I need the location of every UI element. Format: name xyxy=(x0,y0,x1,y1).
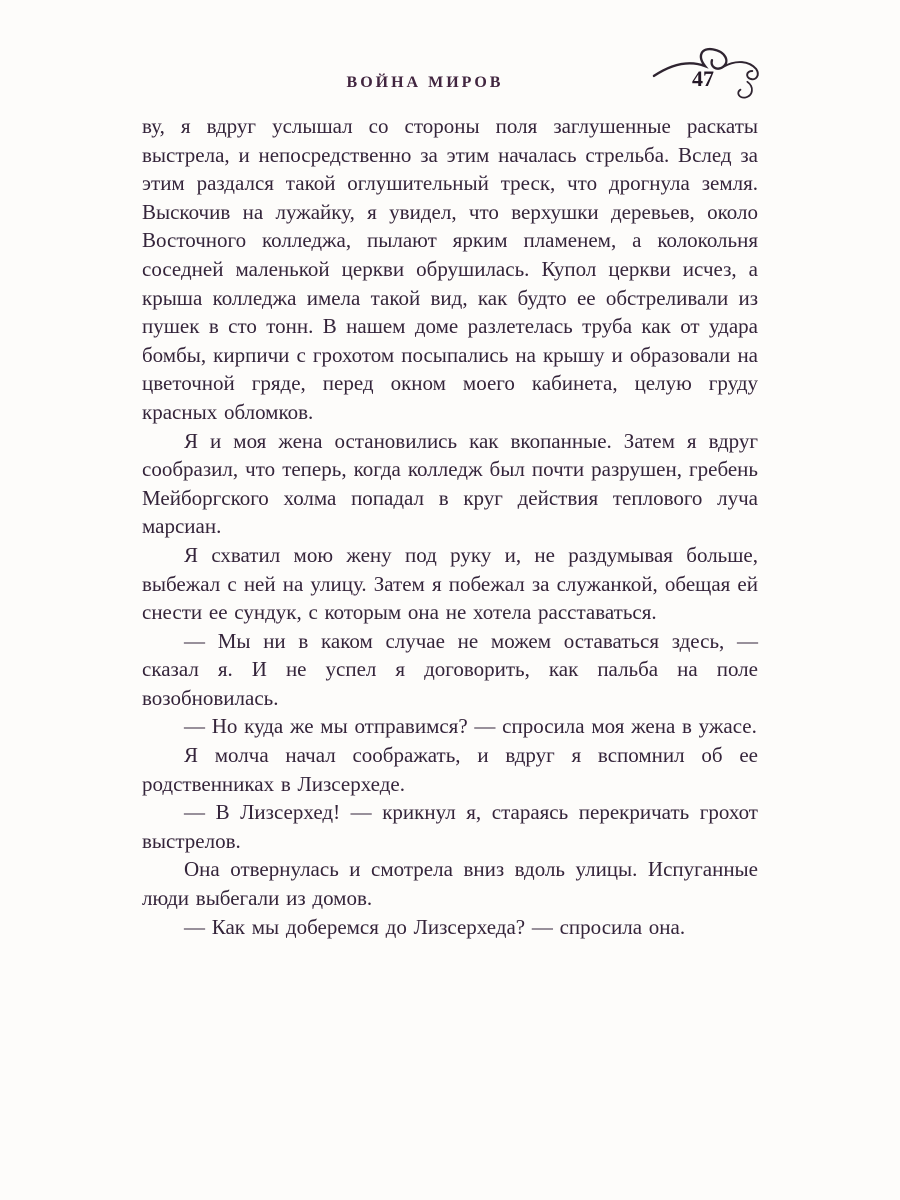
paragraph: — Как мы доберемся до Лизсерхеда? — спросила она. xyxy=(184,914,686,939)
text-block xyxy=(142,112,758,941)
paragraph: ву, я вдруг услышал со стороны поля заглушенные раскаты выстрела, и непосредственно за этим началась стрельба. Вслед за этим раздался такой оглушительный треск, что дрогнула земля. Выскочив на лужайку, я увидел, что верхушки деревьев, около Восточного колледжа, пылают ярким пламенем, а колокольня соседней маленькой церкви обрушилась. Купол церкви исчез, а крыша колледжа имела такой вид, как будто ее обстреливали из пушек в сто тонн. В нашем доме разлетелась труба как от удара бомбы, кирпичи с грохотом посыпались на крышу и образовали на цветочной гряде, перед окном моего кабинета, целую груду красных обломков. xyxy=(142,114,758,424)
paragraph: Я и моя жена остановились как вкопанные. Затем я вдруг сообразил, что теперь, когда колледж был почти разрушен, гребень Мейборгского холма попадал в круг действия теплового луча марсиан. xyxy=(142,428,758,539)
page-number: 47 xyxy=(692,66,714,91)
running-title: ВОЙНА МИРОВ xyxy=(346,74,504,91)
paragraph: — Но куда же мы отправимся? — спросила моя жена в ужасе. xyxy=(184,714,757,739)
paragraph: — Мы ни в каком случае не можем оставаться здесь, — сказал я. И не успел я договорить, как пальба на поле возобновилась. xyxy=(142,628,758,710)
paragraph: Она отвернулась и смотрела вниз вдоль улицы. Испуганные люди выбегали из домов. xyxy=(142,857,758,911)
paragraph: Я схватил мою жену под руку и, не раздумывая больше, выбежал с ней на улицу. Затем я побежал за служанкой, обещая ей снести ее сундук, с которым она не хотела расставаться. xyxy=(142,542,758,625)
paragraph: Я молча начал соображать, и вдруг я вспомнил об ее родственниках в Лизсерхеде. xyxy=(142,743,758,796)
paragraph: — В Лизсерхед! — крикнул я, стараясь перекричать грохот выстрелов. xyxy=(142,800,758,853)
